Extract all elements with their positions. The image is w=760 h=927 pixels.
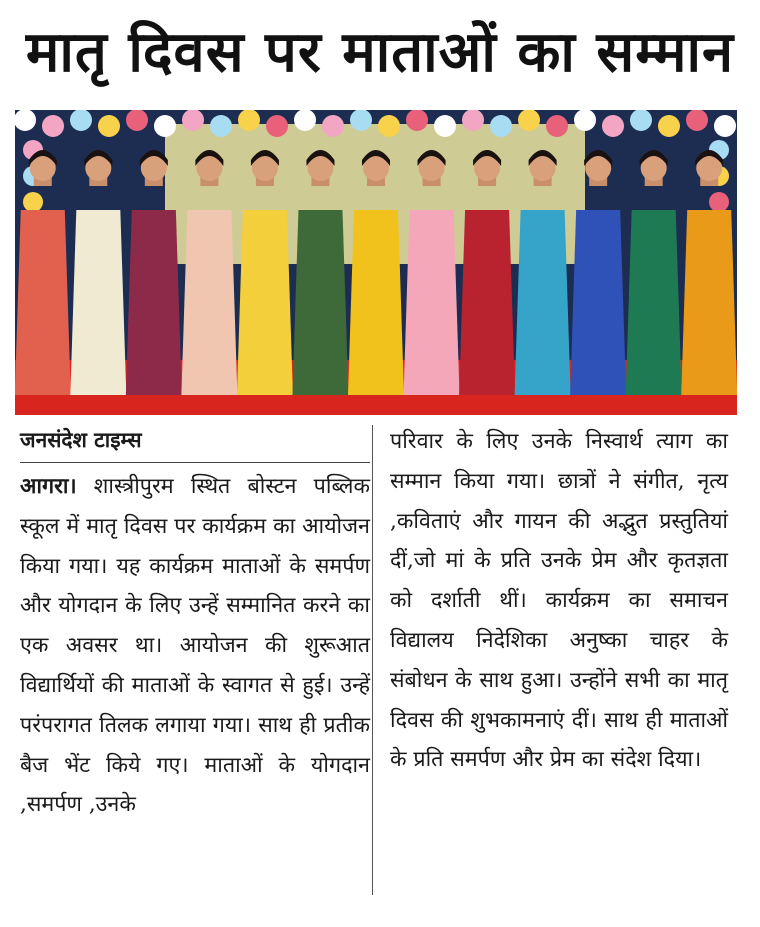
article-column-right [390, 422, 728, 780]
balloon [378, 115, 400, 137]
saree-figure [515, 210, 571, 395]
balloon [210, 115, 232, 137]
balloon [658, 115, 680, 137]
balloon [602, 115, 624, 137]
balloon [266, 115, 288, 137]
balloon [630, 110, 652, 131]
balloon [714, 115, 736, 137]
saree-figure [70, 210, 126, 395]
balloon [490, 115, 512, 137]
article-column-left [20, 422, 370, 825]
saree-figure [681, 210, 737, 395]
balloon [42, 115, 64, 137]
balloon [518, 110, 540, 131]
balloon [709, 192, 729, 212]
balloon [434, 115, 456, 137]
saree-figure [626, 210, 682, 395]
saree-figure [404, 210, 460, 395]
photo-illustration [15, 110, 737, 415]
saree-figure [348, 210, 404, 395]
balloon [154, 115, 176, 137]
balloon [574, 110, 596, 131]
balloon [462, 110, 484, 131]
balloon [182, 110, 204, 131]
balloon [238, 110, 260, 131]
balloon [70, 110, 92, 131]
balloon [686, 110, 708, 131]
saree-figure [459, 210, 515, 395]
dateline: आगरा। [20, 474, 77, 499]
balloon [23, 192, 43, 212]
column-divider [372, 425, 373, 895]
balloon [126, 110, 148, 131]
balloon [406, 110, 428, 131]
saree-figure [181, 210, 237, 395]
body-text-right: परिवार के लिए उनके निस्वार्थ त्याग का सम्मान किया गया। छात्रों ने संगीत, नृत्य ,कविताएं और गायन की अद्भुत प्रस्तुतियां दीं,जो मां के प्रति उनके प्रेम और कृतज्ञता को दर्शाती थीं। कार्यक्रम का समाचन विद्यालय निदेशिका अनुष्का चाहर के संबोधन के साथ हुआ। उन्होंने सभी का मातृ दिवस की शुभकामनाएं दीं। साथ ही माताओं के प्रति समर्पण और प्रेम का संदेश दिया। [390, 429, 728, 773]
article-text-left [20, 467, 370, 825]
balloon [350, 110, 372, 131]
saree-figure [237, 210, 293, 395]
saree-figure [292, 210, 348, 395]
balloon [294, 110, 316, 131]
newspaper-source: जनसंदेश टाइम्स [20, 422, 370, 463]
body-text-left: शास्त्रीपुरम स्थित बोस्टन पब्लिक स्कूल में मातृ दिवस पर कार्यक्रम का आयोजन किया गया। यह कार्यक्रम माताओं के समर्पण और योगदान के लिए उन्हें सम्मानित करने का एक अवसर था। आयोजन की शुरूआत विद्यार्थियों की माताओं के स्वागत से हुई। उन्हें परंपरागत तिलक लगाया गया। साथ ही प्रतीक बैज भेंट किये गए। माताओं के योगदान ,समर्पण ,उनके [20, 474, 370, 818]
balloon [98, 115, 120, 137]
balloon [322, 115, 344, 137]
saree-figure [126, 210, 182, 395]
saree-figure [15, 210, 71, 395]
saree-figure [570, 210, 626, 395]
news-photo [15, 110, 737, 415]
headline: मातृ दिवस पर माताओं का सम्मान [25, 20, 735, 85]
balloon [546, 115, 568, 137]
